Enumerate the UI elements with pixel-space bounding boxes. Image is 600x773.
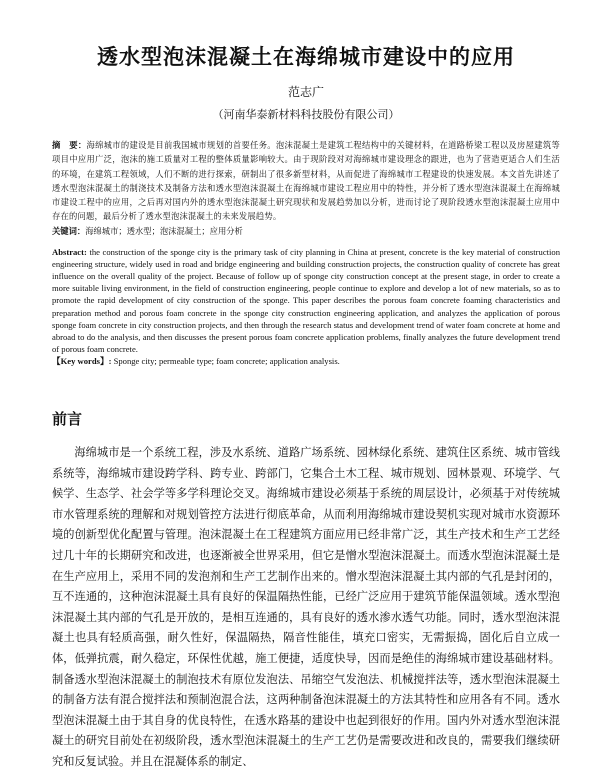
abstract-cn (52, 138, 560, 224)
keywords-cn-label: 关键词： (52, 225, 86, 236)
keywords-cn-text: 海绵城市；透水型；泡沫混凝土；应用分析 (85, 225, 243, 236)
paper-title: 透水型泡沫混凝土在海绵城市建设中的应用 (97, 44, 515, 69)
abstract-en-text: the construction of the sponge city is the primary task of city planning in China at present, concrete is the key material of construction engineering structure, widely used in road and bridge engineering and building construction projects, the construction quality of concrete has great influence on the overall quality of the project. Because of follow up of sponge city construction concept at the present stage, in order to create a more suitable living environment, in the field of construction engineering, people continue to explore and develop a lot of new materials, so as to promote the rapid development of city construction of the sponge. This paper describes the porous foam concrete foaming characteristics and preparation method and porous foam concrete in the sponge city construction engineering application, and analyzes the application of porous sponge foam concrete in city construction projects, and then through the research status and development trend of water foam concrete at home and abroad to do the analysis, and then discusses the present porous foam concrete application problems, finally analyzes the future development trend of porous foam concrete. (52, 247, 561, 354)
keywords-en-text: Sponge city; permeable type; foam concrete; application analysis. (113, 355, 340, 366)
keywords-en-label: 【Key words】: (52, 355, 112, 366)
abstract-en (52, 246, 560, 355)
abstract-cn-text: 海绵城市的建设是目前我国城市规划的首要任务。泡沫混凝土是建筑工程结构中的关键材料，在道路桥梁工程以及房屋建筑等项目中应用广泛，泡沫的施工质量对工程的整体质量影响较大。由于现阶段对对海绵城市建设理念的跟进，也为了营造更适合人们生活的环境，在建筑工程领域，人们不断的进行探索，研制出了很多新型材料，从而促进了海绵城市工程建设的快速发展。本文首先讲述了透水型泡沫混凝土的制浇技术及制备方法和透水型泡沫混凝土在海绵城市建设工程应用中的特性，并分析了透水型泡沫混凝土在海绵城市建设工程中的应用，之后再对国内外的透水型泡沫混凝土研究现状和发展趋势加以分析，进而讨论了现阶段透水型泡沫混凝土应用中存在的问题，最后分析了透水型泡沫混凝土的未来发展趋势。 (52, 140, 560, 222)
abstract-cn-label: 摘 要： (52, 140, 87, 150)
abstract-en-label: Abstract: (52, 247, 87, 258)
section-heading: 前言 (52, 410, 83, 429)
author-name: 范志广 (287, 85, 324, 99)
section-paragraph: 海绵城市是一个系统工程，涉及水系统、道路广场系统、园林绿化系统、建筑住区系统、城市管线系统等，海绵城市建设跨学科、跨专业、跨部门，它集合土木工程、城市规划、园林景观、环境学、气候学、生态学、社会学等多学科理论交叉。海绵城市建设必须基于系统的周层设计，必须基于对传统城市水管理系统的理解和对规划管控方法进行彻底革命，从而利用海绵城市建设契机实现对城市水资源环境的创新型优化配置与管理。泡沫混凝土在工程建筑方面应用已经非常广泛，其生产技术和生产工艺经过几十年的长期研究和改进，也逐渐被全世界采用，但它是憎水型泡沫混凝土。而透水型泡沫混凝土是在生产应用上，采用不同的发泡剂和生产工艺制作出来的。憎水型泡沫混凝土其内部的气孔是封闭的，互不连通的，这种泡沫混凝土具有良好的保温隔热性能，已经广泛应用于建筑节能保温领域。透水型泡沫混凝土其内部的气孔是开放的，是相互连通的，具有良好的透水渗水透气功能。同时，透水型泡沫混凝土也具有轻质高强，耐久性好，保温隔热，隔音性能佳，填充口密实，无需振捣，固化后自立成一体，低弹抗震，耐久稳定，环保性优越，施工便捷，适度快导，因而是绝佳的海绵城市建设基础材料。制备透水型泡沫混凝土的制泡技术有原位发泡法、吊缩空气发泡法、机械搅拌法等，透水型泡沫混凝土的制备方法有混合搅拌法和预制泡混合法，这两种制备泡沫混凝土的方法其特性和应用各有不同。透水型泡沫混凝土由于其自身的优良特性，在透水路基的建设中也起到很好的作用。国内外对透水型泡沫混凝土的研究目前处在初级阶段，透水型泡沫混凝土的生产工艺仍是需要改进和改良的，需要我们继续研究和反复试验。并且在混凝体系的制定、 (52, 446, 560, 768)
keywords-cn (52, 224, 560, 238)
author-affiliation: （河南华泰新材料科技股份有限公司） (212, 108, 400, 121)
keywords-en (52, 355, 560, 367)
